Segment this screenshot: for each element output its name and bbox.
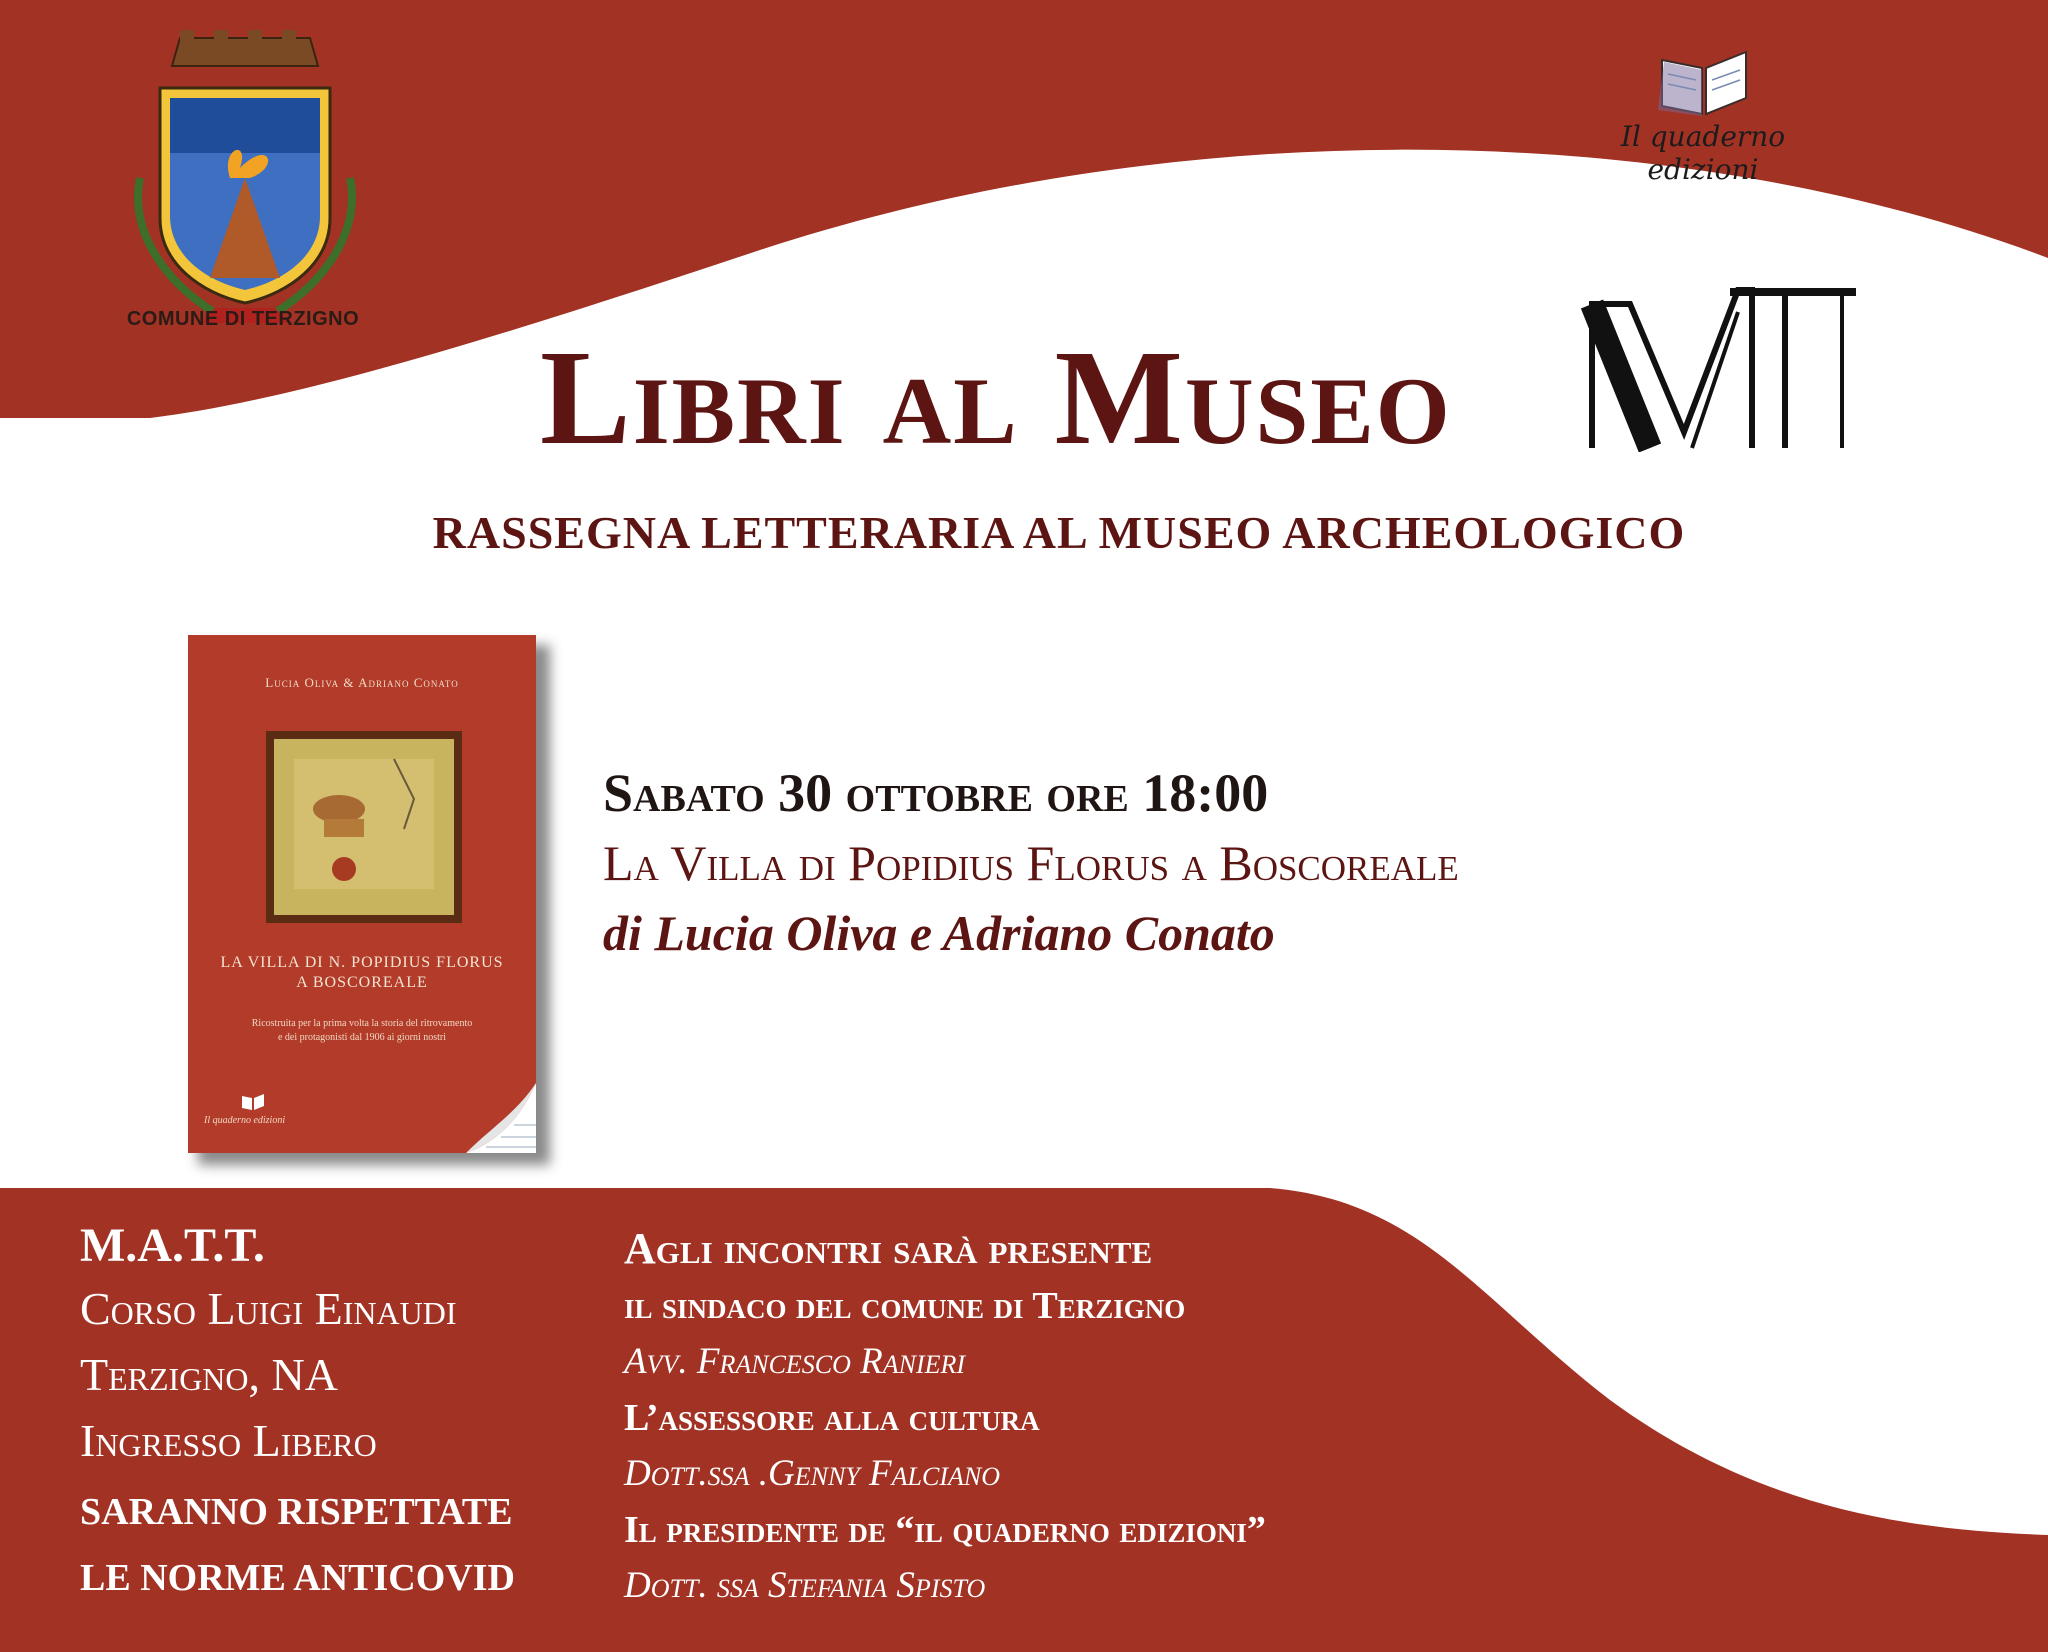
book-title-line1: LA VILLA DI N. POPIDIUS FLORUS <box>220 954 504 971</box>
event-authors: di Lucia Oliva e Adriano Conato <box>603 905 1275 961</box>
venue-entry: Ingresso Libero <box>80 1415 377 1466</box>
venue-street: Corso Luigi Einaudi <box>80 1283 457 1334</box>
mayor-name: Avv. Francesco Ranieri <box>624 1341 966 1382</box>
venue-city: Terzigno, NA <box>80 1349 338 1400</box>
president-role: Il presidente de “il quaderno edizioni” <box>624 1509 1266 1551</box>
book-desc-line1: Ricostruita per la prima volta la storia del ritrovamento <box>251 1018 473 1029</box>
event-book-title: La Villa di Popidius Florus a Boscoreale <box>603 835 1459 891</box>
page-subtitle: RASSEGNA LETTERARIA AL MUSEO ARCHEOLOGICO <box>432 507 1686 558</box>
book-title <box>188 953 536 993</box>
event-date-day: 30 <box>778 763 833 823</box>
book-authors: Lucia Oliva & Adriano Conato <box>265 675 459 690</box>
president-name: Dott. ssa Stefania Spisto <box>624 1565 986 1606</box>
covid-line2: LE NORME ANTICOVID <box>80 1557 515 1599</box>
book-publisher: Il quaderno edizioni <box>204 1115 286 1126</box>
venue-name: M.A.T.T. <box>80 1219 265 1272</box>
book-description <box>188 1017 536 1045</box>
page-title: Libri al Museo <box>540 323 1452 473</box>
mayor-role: il sindaco del comune di Terzigno <box>624 1285 1186 1327</box>
terzigno-crest-logo <box>120 28 370 328</box>
book-fresco <box>274 739 454 915</box>
open-book-icon <box>1654 40 1754 120</box>
event-date-month: ottobre ore <box>845 763 1129 823</box>
culture-name: Dott.ssa .Genny Falciano <box>624 1453 1000 1494</box>
guests-heading: Agli incontri sarà presente <box>624 1224 1153 1273</box>
event-date-time: 18:00 <box>1142 763 1269 823</box>
culture-role: L’assessore alla cultura <box>624 1397 1040 1439</box>
book-title-line2: A BOSCOREALE <box>296 974 428 991</box>
book-fresco-frame <box>266 731 462 923</box>
event-date-prefix: Sabato <box>603 763 765 823</box>
fresco-image <box>274 739 454 915</box>
matt-museum-logo <box>1580 282 1856 452</box>
book-publisher-icon <box>240 1090 266 1112</box>
crest-caption: COMUNE DI TERZIGNO <box>126 308 360 330</box>
event-date <box>603 762 1268 824</box>
covid-line1: SARANNO RISPETTATE <box>80 1491 513 1533</box>
book-cover <box>188 635 536 1153</box>
page-curl <box>466 1083 536 1153</box>
publisher-name: Il quaderno edizioni <box>1620 120 1786 186</box>
book-desc-line2: e dei protagonisti dal 1906 ai giorni nostri <box>277 1032 447 1043</box>
